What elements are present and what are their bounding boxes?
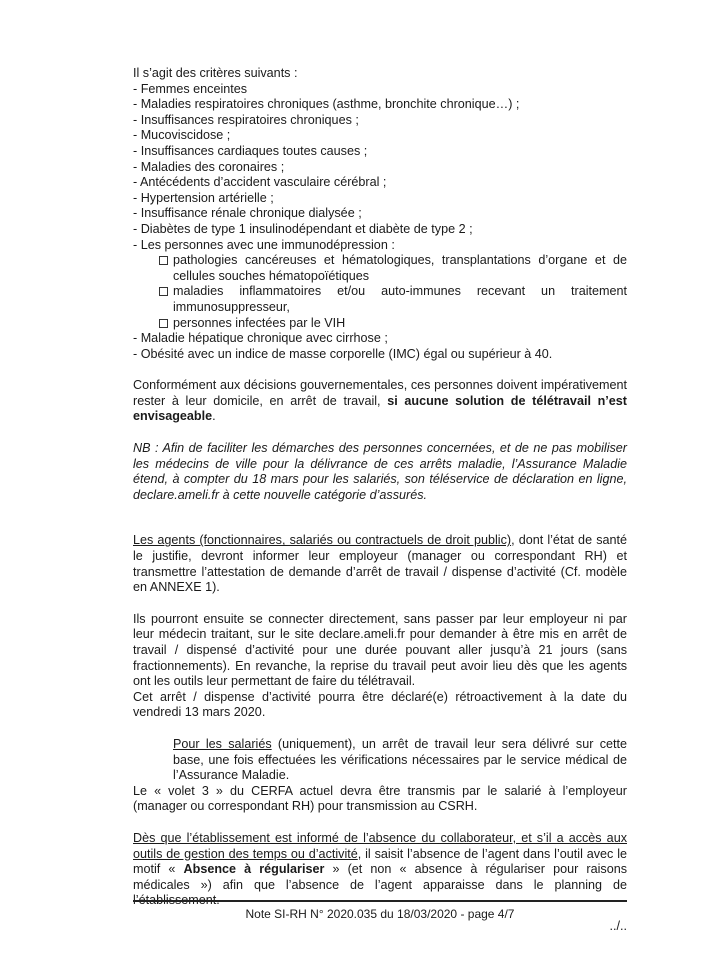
criteria-item: - Les personnes avec une immunodépression :: [133, 237, 395, 252]
criteria-item: - Insuffisance rénale chronique dialysée ;: [133, 206, 362, 221]
connect-paragraph: Ils pourront ensuite se connecter directement, sans passer par leur employeur ni par leur médecin traitant, sur le site declare.ameli.fr pour demander à être mis en arrêt de travail / dispensé d’activité pour une durée pouvant aller jusqu’à 21 jours (sans fractionnements). En revanche, la reprise du travail peut avoir lieu dès que les agents ont les outils leur permettant de faire du télétravail.: [133, 611, 627, 689]
agents-paragraph: [133, 533, 627, 595]
checkbox-bullet-icon: [159, 319, 168, 328]
criteria-item: - Mucoviscidose ;: [133, 128, 231, 143]
immuno-subitem: [133, 316, 627, 332]
volet-paragraph: Le « volet 3 » du CERFA actuel devra être transmis par le salarié à l’employeur (manager ou correspondant RH) pour transmission au CSRH.: [133, 783, 627, 814]
criteria-item: - Maladies respiratoires chroniques (asthme, bronchite chronique…) ;: [133, 97, 520, 112]
immuno-subitem: [133, 253, 627, 284]
checkbox-bullet-icon: [159, 256, 168, 265]
document-body: [133, 66, 627, 935]
criteria-item: - Hypertension artérielle ;: [133, 190, 274, 205]
criteria-list: [133, 82, 627, 363]
continued-marker: ../..: [609, 918, 627, 933]
criteria-item: - Insuffisances respiratoires chroniques ;: [133, 112, 359, 127]
etab-text1: , il saisit l’absence de l’agent dans l’outil avec le motif «: [133, 846, 627, 877]
immuno-subitem-text: personnes infectées par le VIH: [173, 315, 346, 330]
salaries-paragraph: [133, 737, 627, 784]
criteria-item: - Maladies des coronaires ;: [133, 159, 285, 174]
agents-text: , dont l’état de santé le justifie, devront informer leur employeur (manager ou correspondant RH) et transmettre l’attestation de demande d’arrêt de travail / dispense d’activité (Cf. modèle en ANNEXE 1).: [133, 533, 627, 595]
decisions-paragraph: [133, 378, 627, 425]
criteria-intro: Il s’agit des critères suivants :: [133, 66, 298, 80]
agents-underlined: Les agents (fonctionnaires, salariés ou contractuels de droit public): [133, 533, 512, 548]
nb-note: NB : Afin de faciliter les démarches des personnes concernées, et de ne pas mobiliser les médecins de ville pour la délivrance de ces arrêts maladie, l’Assurance Maladie étend, à compter du 18 mars pour les salariés, son téléservice de déclaration en ligne, declare.ameli.fr à cette nouvelle catégorie d’assurés.: [133, 441, 627, 502]
criteria-item: - Insuffisances cardiaques toutes causes ;: [133, 143, 368, 158]
decisions-text: Conformément aux décisions gouvernementales, ces personnes doivent impérativement rester à leur domicile, en arrêt de travail,: [133, 378, 627, 408]
criteria-item: - Maladie hépatique chronique avec cirrhose ;: [133, 331, 388, 346]
salaries-text: (uniquement), un arrêt de travail leur sera délivré sur cette base, une fois effectuées les vérifications nécessaires par le service médical de l’Assurance Maladie.: [173, 736, 627, 783]
salaries-underlined: Pour les salariés: [173, 736, 272, 751]
footer-divider: [133, 900, 627, 902]
etab-bold: Absence à régulariser: [183, 862, 325, 877]
criteria-item: - Femmes enceintes: [133, 81, 248, 96]
decisions-bold: si aucune solution de télétravail n’est envisageable: [133, 393, 627, 424]
criteria-item: - Antécédents d’accident vasculaire cérébral ;: [133, 175, 387, 190]
page-footer: Note SI-RH N° 2020.035 du 18/03/2020 - page 4/7: [245, 907, 515, 921]
criteria-item: - Diabètes de type 1 insulinodépendant et diabète de type 2 ;: [133, 221, 473, 236]
decisions-end: .: [212, 409, 216, 424]
etab-underlined: Dès que l’établissement est informé de l’absence du collaborateur, et s’il a accès aux outils de gestion des temps ou d’activité: [133, 830, 627, 861]
criteria-item: - Obésité avec un indice de masse corporelle (IMC) égal ou supérieur à 40.: [133, 346, 553, 361]
immuno-subitem-text: maladies inflammatoires et/ou auto-immunes recevant un traitement immunosuppresseur,: [173, 284, 627, 314]
immuno-subitem-text: pathologies cancéreuses et hématologiques, transplantations d’organe et de cellules souches hématopoïétiques: [173, 253, 627, 283]
etablissement-paragraph: [133, 831, 627, 909]
immuno-subitem: [133, 284, 627, 315]
retro-paragraph: Cet arrêt / dispense d’activité pourra être déclaré(e) rétroactivement à la date du vendredi 13 mars 2020.: [133, 689, 627, 720]
checkbox-bullet-icon: [159, 287, 168, 296]
etab-text2: » (et non « absence à régulariser pour raisons médicales ») afin que l’absence de l’agent apparaisse dans le planning de l’établissement.: [133, 862, 627, 908]
